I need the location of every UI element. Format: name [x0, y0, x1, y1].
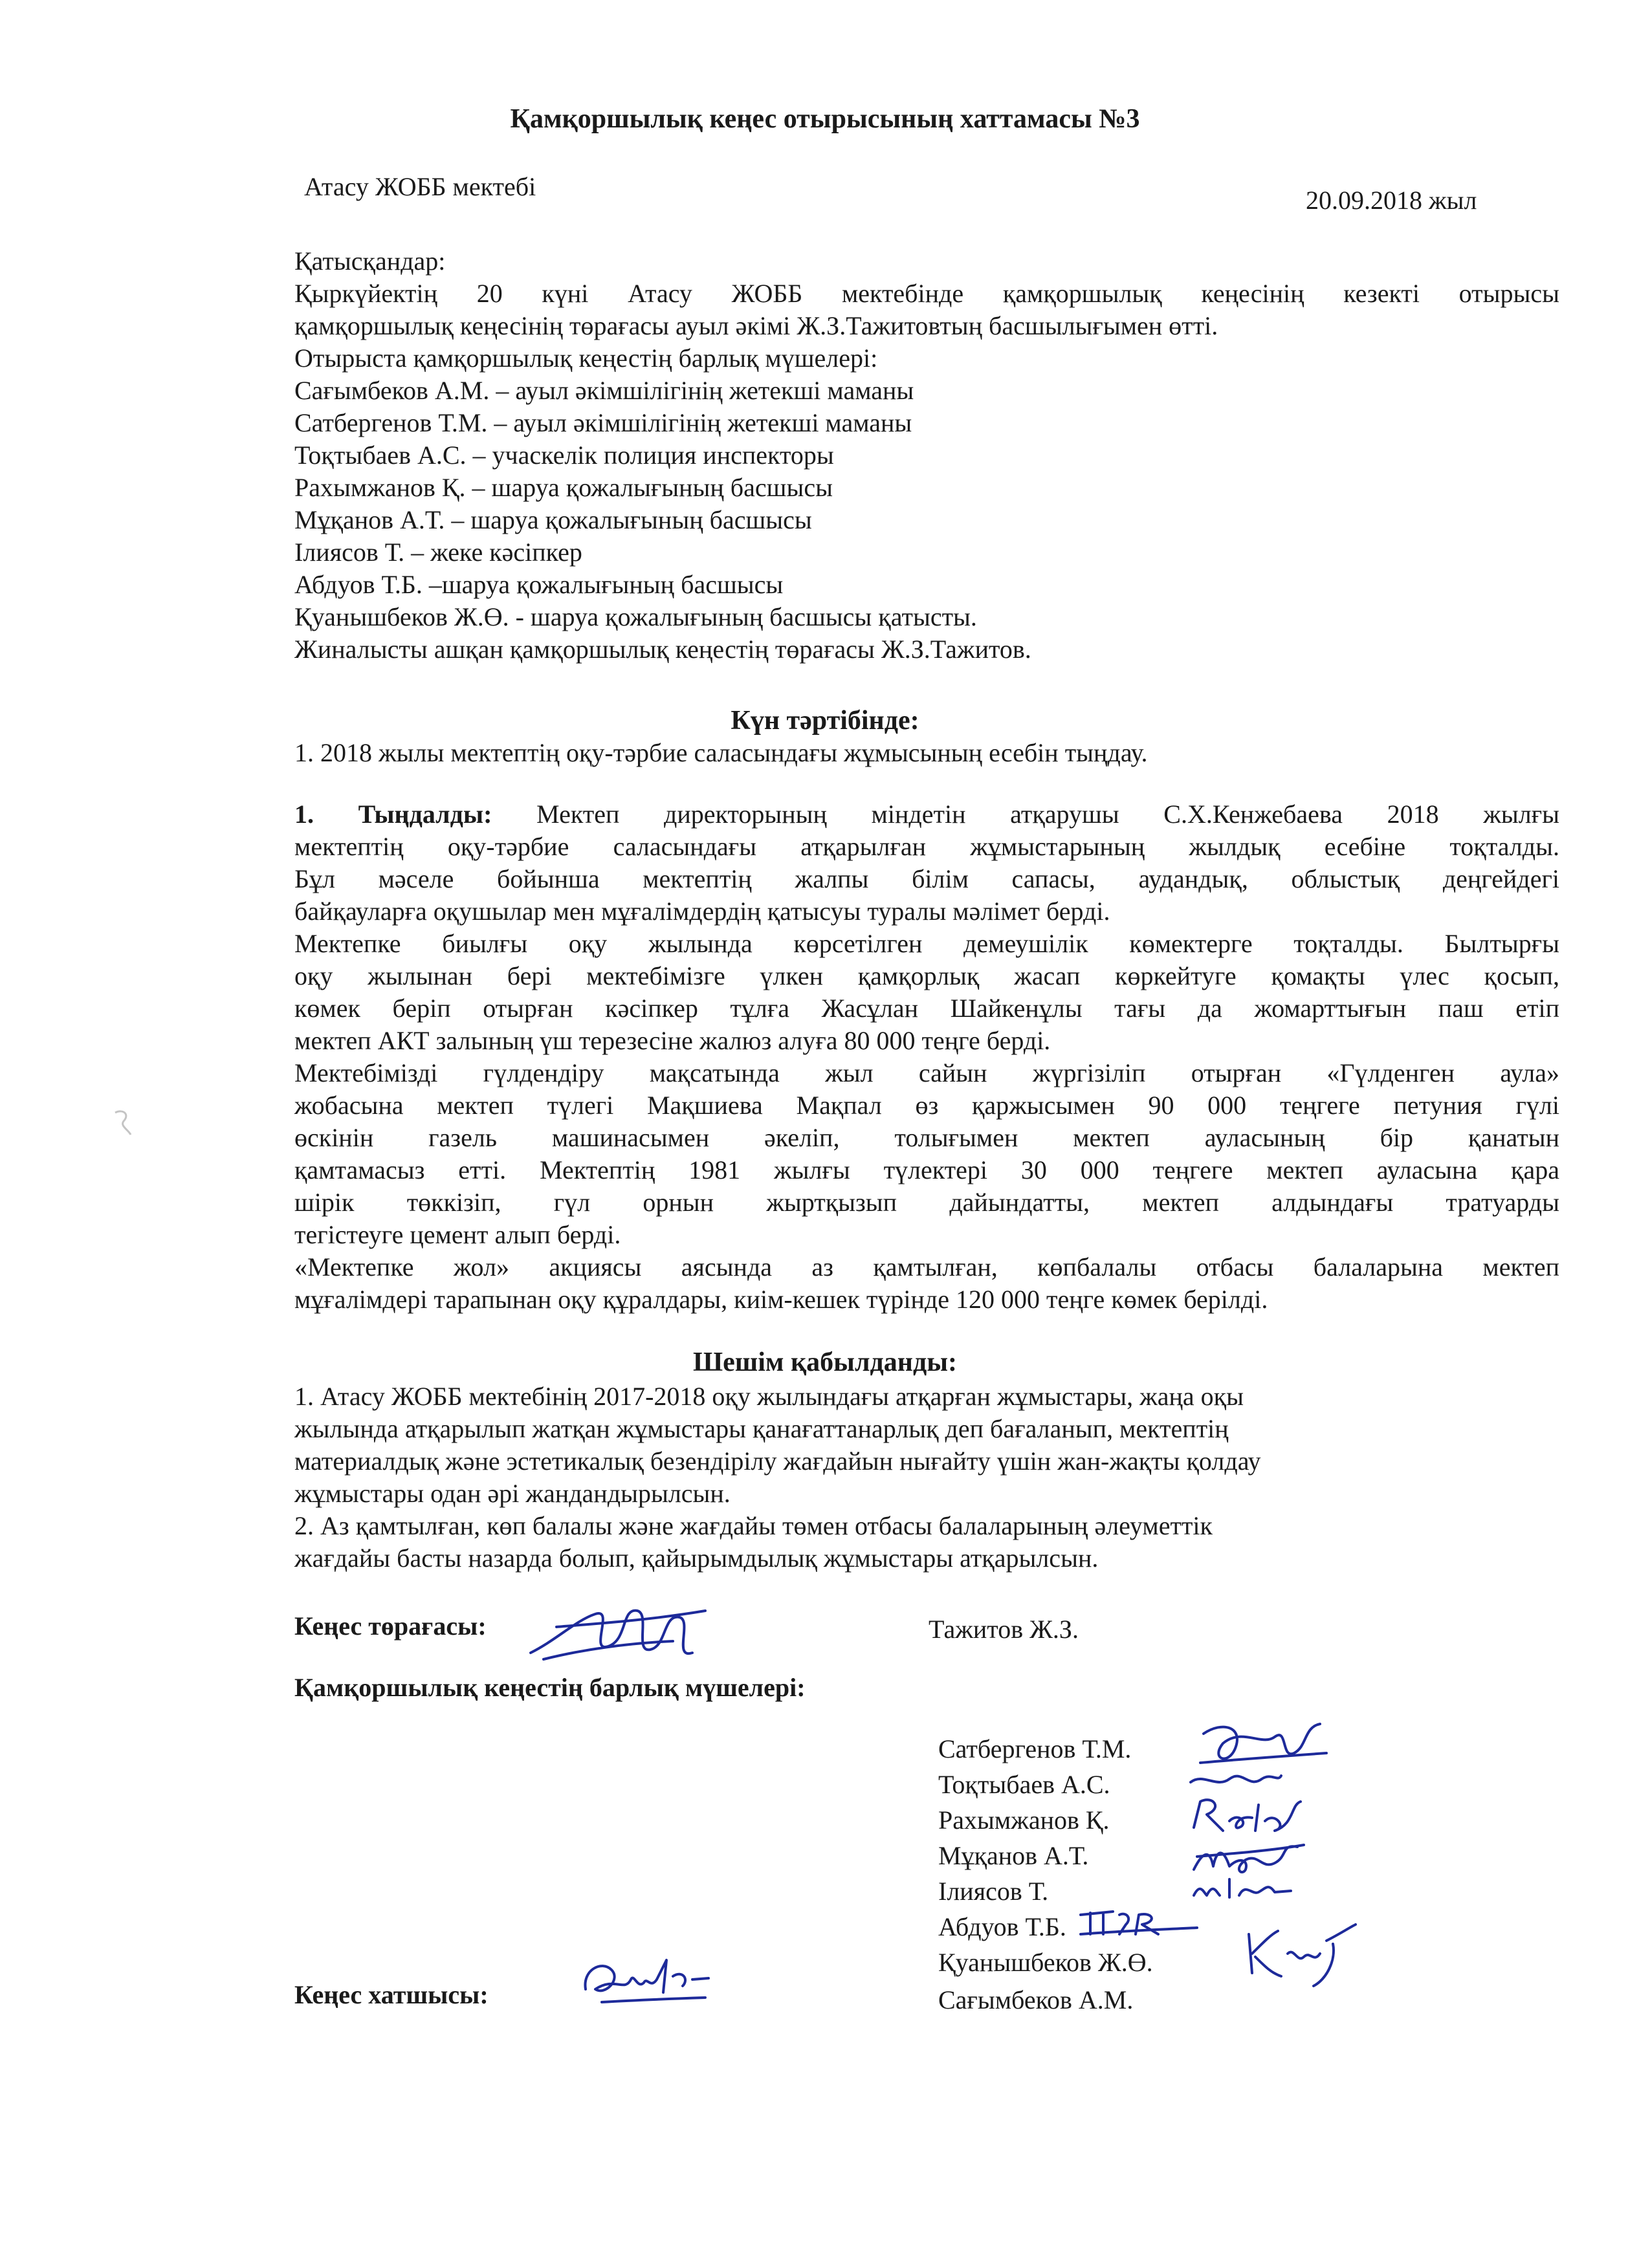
heard-first-line-text: Мектеп директорының міндетін атқарушы С.Х.Кенжебаева 2018 жылғы	[536, 800, 1559, 829]
member-signature-abduov	[1074, 1899, 1204, 1944]
heard-line: Мектепке биылғы оқу жылында көрсетілген демеушілік көмектерге тоқталды. Былтырғы	[294, 929, 1559, 958]
member-line: Абдуов Т.Б. –шаруа қожалығының басшысы	[294, 570, 784, 599]
decision-line: жағдайы басты назарда болып, қайырымдылық жұмыстары атқарылсын.	[294, 1543, 1099, 1573]
heard-line: байқауларға оқушылар мен мұғалімдердің қатысуы туралы мәлімет берді.	[294, 897, 1110, 926]
secretary-label: Кеңес хатшысы:	[294, 1980, 489, 2009]
member-signature-name: Мұқанов А.Т.	[938, 1841, 1089, 1870]
document-date: 20.09.2018 жыл	[1306, 186, 1477, 215]
heard-line: өскінін газель машинасымен әкеліп, толығымен мектеп ауласының бір қанатын	[294, 1123, 1559, 1152]
member-signature-name: Ілиясов Т.	[938, 1877, 1049, 1906]
heard-line: қамтамасыз етті. Мектептің 1981 жылғы түлектері 30 000 теңгеге мектеп ауласына қара	[294, 1155, 1559, 1184]
chair-name: Тажитов Ж.З.	[929, 1615, 1079, 1644]
decision-heading: Шешім қабылданды:	[692, 1347, 958, 1377]
chair-signature	[518, 1582, 712, 1679]
heard-line: мектеп АКТ залының үш терезесіне жалюз алуға 80 000 теңге берді.	[294, 1026, 1051, 1055]
member-line: Қуанышбеков Ж.Ө. - шаруа қожалығының басшысы қатысты.	[294, 602, 977, 631]
heard-first-line	[294, 799, 1559, 829]
school-name: Атасу ЖОББ мектебі	[304, 172, 536, 201]
agenda-item: 1. 2018 жылы мектептің оқу-тәрбие саласындағы жұмысының есебін тыңдау.	[294, 738, 1148, 767]
member-signature-name: Сатбергенов Т.М.	[938, 1734, 1132, 1763]
member-line: Рахымжанов Қ. – шаруа қожалығының басшысы	[294, 473, 833, 502]
heard-line: Мектебімізді гүлдендіру мақсатында жыл сайын жүргізіліп отырған «Гүлденген аула»	[294, 1058, 1559, 1087]
member-signature-name: Рахымжанов Қ.	[938, 1805, 1110, 1835]
decision-line: жылында атқарылып жатқан жұмыстары қанағаттанарлық деп бағаланып, мектептің	[294, 1414, 1229, 1443]
member-line: Сатбергенов Т.М. – ауыл әкімшілігінің жетекші маманы	[294, 408, 912, 437]
secretary-signature	[569, 1941, 725, 2018]
intro-line: Қыркүйектің 20 күні Атасу ЖОББ мектебінде қамқоршылық кеңесінің кезекті отырысы	[294, 279, 1559, 308]
member-signature-name: Тоқтыбаев А.С.	[938, 1770, 1110, 1799]
member-line: Жиналысты ашқан қамқоршылық кеңестің төрағасы Ж.З.Тажитов.	[294, 635, 1031, 664]
decision-line: 2. Аз қамтылған, көп балалы және жағдайы төмен отбасы балаларының әлеуметтік	[294, 1511, 1213, 1540]
chair-label: Кеңес төрағасы:	[294, 1611, 487, 1641]
intro-line: қамқоршылық кеңесінің төрағасы ауыл әкімі Ж.З.Тажитовтың басшылығымен өтті.	[294, 311, 1218, 340]
participants-label: Қатысқандар:	[294, 246, 446, 276]
member-line: Мұқанов А.Т. – шаруа қожалығының басшысы	[294, 505, 812, 534]
heard-line: жобасына мектеп түлегі Мақшиева Мақпал өз қаржысымен 90 000 теңгеге петуния гүлі	[294, 1091, 1559, 1120]
member-signature-kuanyshbekov	[1236, 1915, 1365, 1992]
heard-line: тегістеуге цемент алып берді.	[294, 1220, 621, 1249]
member-signature-name: Қуанышбеков Ж.Ө.	[938, 1948, 1153, 1977]
member-signature-name: Абдуов Т.Б.	[938, 1912, 1066, 1941]
member-signature-name: Сағымбеков А.М.	[938, 1985, 1134, 2014]
heard-line: мұғалімдері тарапынан оқу құралдары, киім-кешек түрінде 120 000 теңге көмек берілді.	[294, 1285, 1268, 1314]
members-signature-label: Қамқоршылық кеңестің барлық мүшелері:	[294, 1673, 806, 1702]
heard-line: Бұл мәселе бойынша мектептің жалпы білім сапасы, аудандық, облыстық деңгейдегі	[294, 864, 1559, 893]
heard-line: «Мектепке жол» акциясы аясында аз қамтылған, көпбалалы отбасы балаларына мектеп	[294, 1252, 1559, 1281]
heard-line: көмек беріп отырған кәсіпкер тұлға Жасұлан Шайкенұлы тағы да жомарттығын паш етіп	[294, 994, 1559, 1023]
heard-line: оқу жылынан бері мектебімізге үлкен қамқорлық жасап көркейтуге қомақты үлес қосып,	[294, 961, 1559, 990]
heard-line: шірік төккізіп, гүл орнын жыртқызып дайындатты, мектеп алдындағы тратуарды	[294, 1188, 1559, 1217]
member-line: Сағымбеков А.М. – ауыл әкімшілігінің жетекші маманы	[294, 376, 914, 405]
decision-line: 1. Атасу ЖОББ мектебінің 2017-2018 оқу жылындағы атқарған жұмыстары, жаңа оқы	[294, 1382, 1244, 1411]
member-line: Ілиясов Т. – жеке кәсіпкер	[294, 538, 582, 567]
decision-line: материалдық және эстетикалық безендірілу жағдайын нығайту үшін жан-жақты қолдау	[294, 1446, 1261, 1476]
member-line: Тоқтыбаев А.С. – учаскелік полиция инспекторы	[294, 441, 834, 470]
scan-smudge-icon	[110, 1106, 136, 1139]
intro-line: Отырыста қамқоршылық кеңестің барлық мүшелері:	[294, 343, 878, 373]
decision-line: жұмыстары одан әрі жандандырылсын.	[294, 1479, 731, 1508]
agenda-heading: Күн тәртібінде:	[731, 706, 919, 736]
heard-label: 1. Тыңдалды:	[294, 800, 492, 829]
document-title: Қамқоршылық кеңес отырысының хаттамасы №3	[510, 104, 1140, 134]
heard-line: мектептің оқу-тәрбие саласындағы атқарылған жұмыстарының жылдық есебіне тоқталды.	[294, 832, 1559, 861]
